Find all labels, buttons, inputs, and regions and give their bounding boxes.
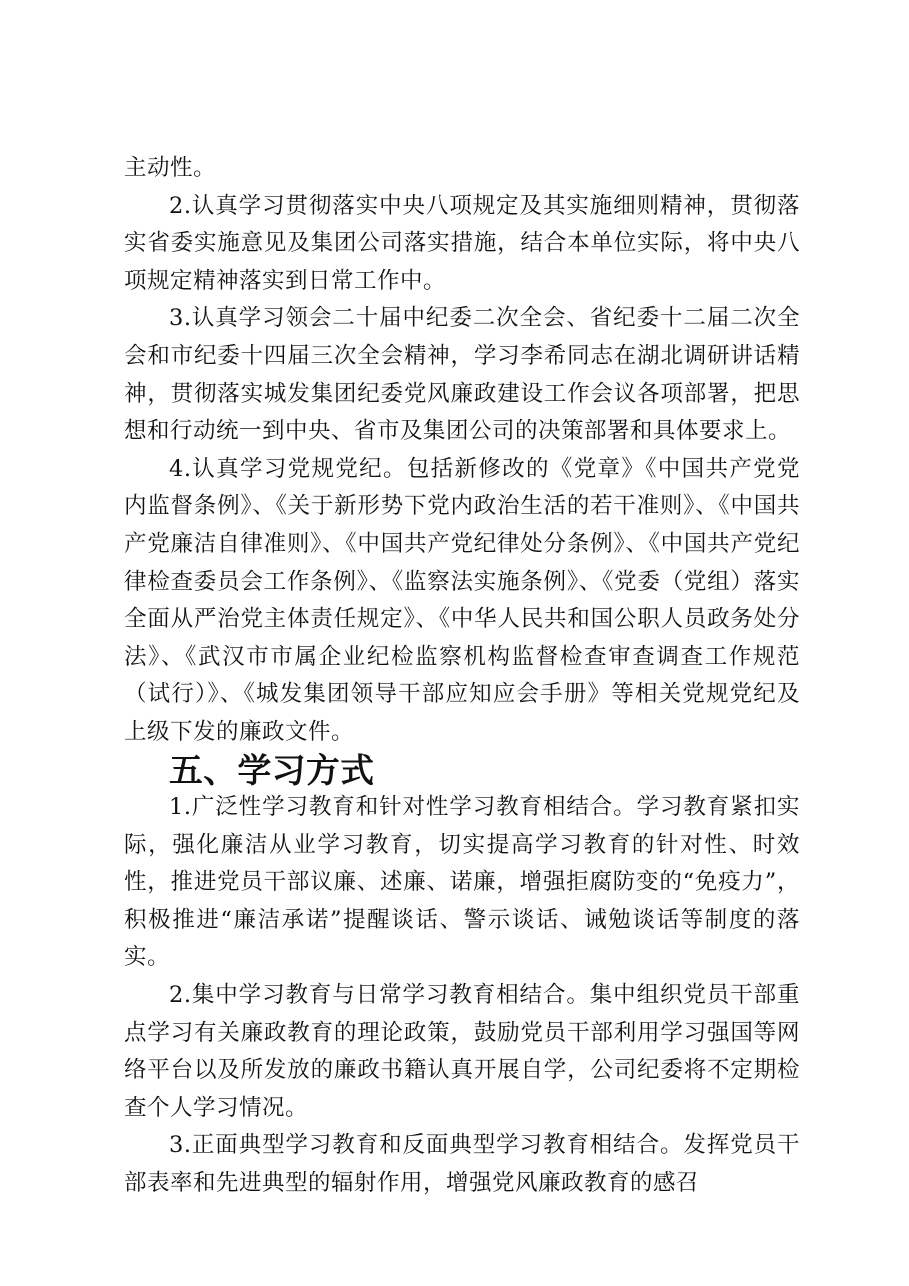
paragraph-item-2: 2.认真学习贯彻落实中央八项规定及其实施细则精神，贯彻落实省委实施意见及集团公司落实措施，结合本单位实际，将中央八项规定精神落实到日常工作中。 — [124, 192, 800, 294]
method-paragraph-1: 1.广泛性学习教育和针对性学习教育相结合。学习教育紧扣实际，强化廉洁从业学习教育，切实提高学习教育的针对性、时效性，推进党员干部议廉、述廉、诺廉，增强拒腐防变的“免疫力”，积极推进“廉洁承诺”提醒谈话、警示谈话、诫勉谈话等制度的落实。 — [124, 794, 800, 971]
paragraph-item-3: 3.认真学习领会二十届中纪委二次全会、省纪委十二届二次全会和市纪委十四届三次全会精神，学习李希同志在湖北调研讲话精神，贯彻落实城发集团纪委党风廉政建设工作会议各项部署，把思想和行动统一到中央、省市及集团公司的决策部署和具体要求上。 — [124, 305, 800, 445]
method-paragraph-2: 2.集中学习教育与日常学习教育相结合。集中组织党员干部重点学习有关廉政教育的理论政策，鼓励党员干部利用学习强国等网络平台以及所发放的廉政书籍认真开展自学，公司纪委将不定期检查个人学习情况。 — [124, 982, 800, 1121]
document-page — [124, 150, 800, 1203]
section-heading: 五、学习方式 — [169, 750, 375, 790]
method-paragraph-3: 3.正面典型学习教育和反面典型学习教育相结合。发挥党员干部表率和先进典型的辐射作用，增强党风廉政教育的感召 — [124, 1132, 800, 1197]
paragraph-item-4: 4.认真学习党规党纪。包括新修改的《党章》《中国共产党党内监督条例》、《关于新形势下党内政治生活的若干准则》、《中国共产党廉洁自律准则》、《中国共产党纪律处分条例》、《中国共产党纪律检查委员会工作条例》、《监察法实施条例》、《党委（党组）落实全面从严治党主体责任规定》、《中华人民共和国公职人员政务处分法》、《武汉市市属企业纪检监察机构监督检查审查调查工作规范（试行）》、《城发集团领导干部应知应会手册》等相关党规党纪及上级下发的廉政文件。 — [124, 455, 800, 745]
paragraph-continuation: 主动性。 — [124, 155, 217, 181]
